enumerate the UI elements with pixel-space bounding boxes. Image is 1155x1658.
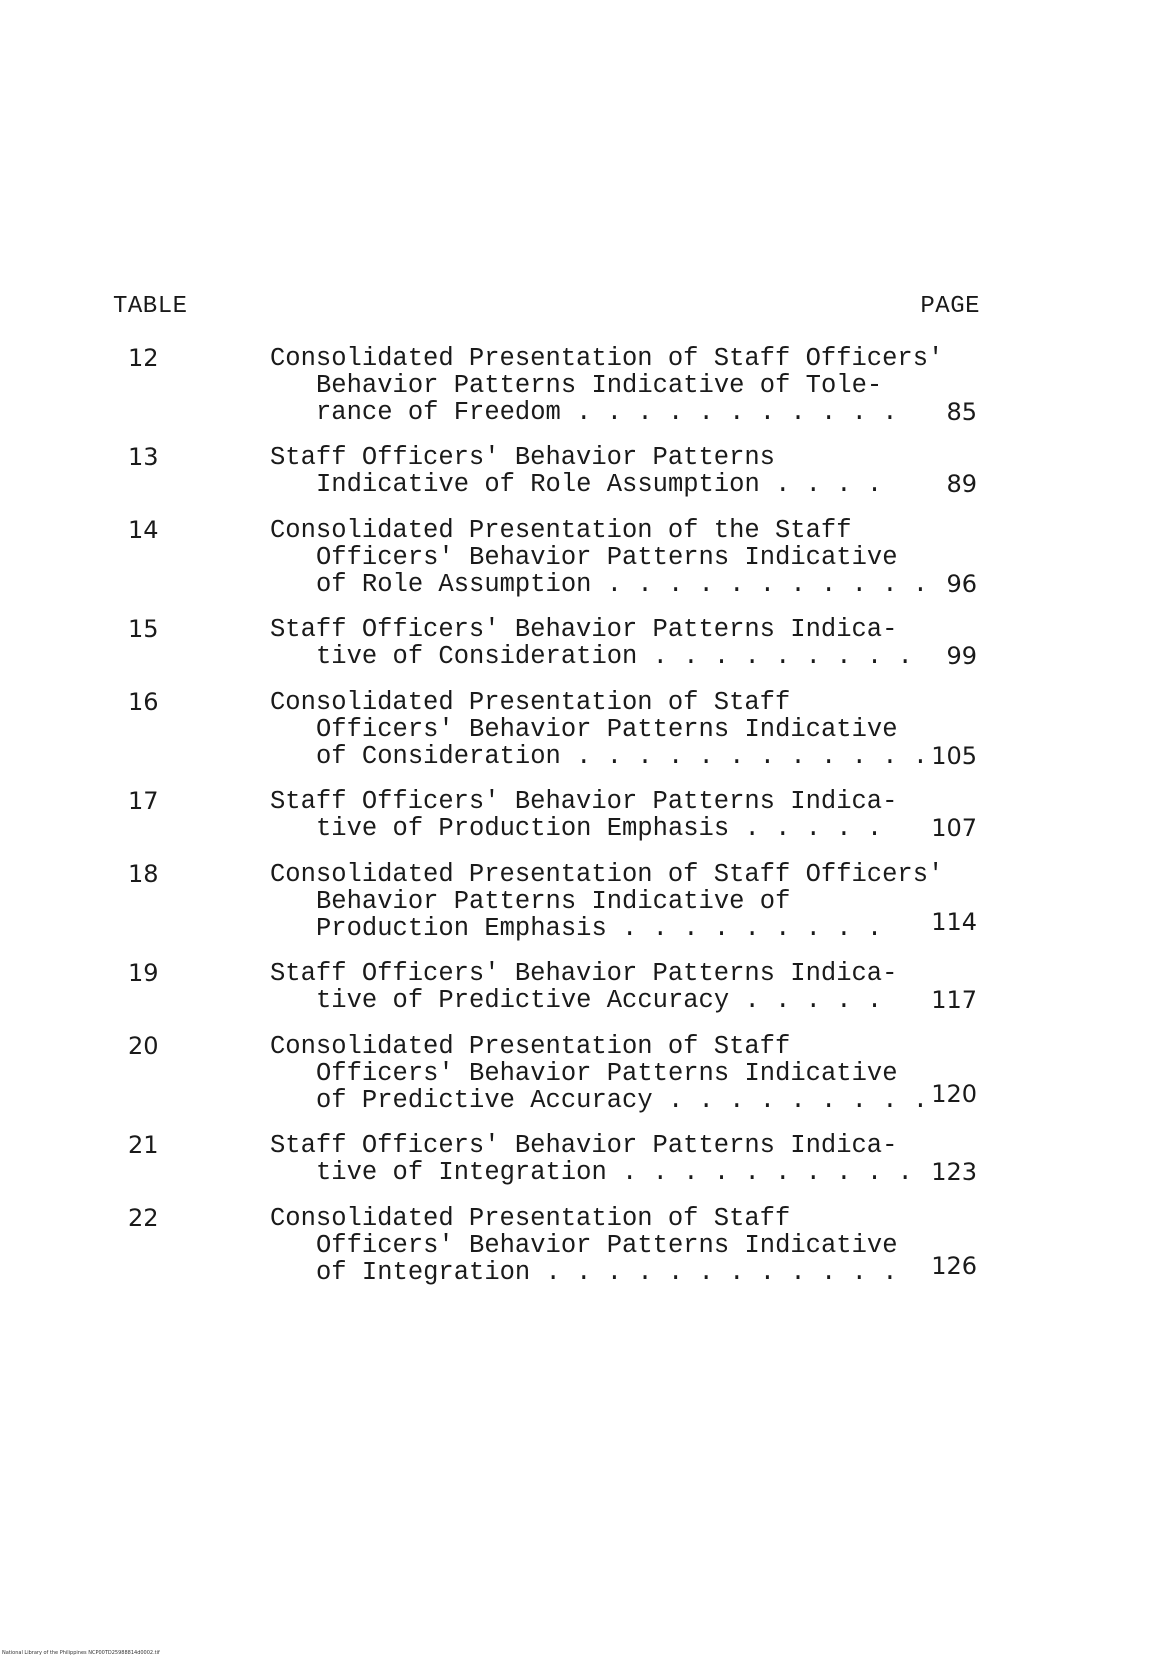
title-line: Consolidated Presentation of Staff <box>270 1032 791 1061</box>
title-line: Behavior Patterns Indicative of Tole- <box>316 371 883 400</box>
table-title <box>270 444 970 498</box>
toc-entry <box>0 1205 1155 1304</box>
table-title <box>270 616 970 670</box>
title-line: Officers' Behavior Patterns Indicative <box>316 543 898 572</box>
page-number: 96 <box>946 570 977 598</box>
table-number: 16 <box>128 688 159 716</box>
page-number: 123 <box>931 1158 977 1186</box>
page-number: 105 <box>931 742 977 770</box>
title-line: Officers' Behavior Patterns Indicative <box>316 1059 898 1088</box>
title-line: Consolidated Presentation of the Staff <box>270 516 852 545</box>
table-title <box>270 517 970 598</box>
page-column-header: PAGE <box>920 293 980 320</box>
title-line: Staff Officers' Behavior Patterns Indica- <box>270 615 898 644</box>
table-title <box>270 345 970 426</box>
title-line: Consolidated Presentation of Staff Officers' <box>270 860 944 889</box>
table-number: 14 <box>128 516 159 544</box>
toc-entry <box>0 689 1155 788</box>
title-line: of Predictive Accuracy . . . . . . . . . <box>316 1086 929 1115</box>
title-line: tive of Consideration . . . . . . . . . <box>316 642 913 671</box>
table-number: 22 <box>128 1204 159 1232</box>
title-line: Staff Officers' Behavior Patterns Indica- <box>270 959 898 988</box>
page-number: 117 <box>931 986 977 1014</box>
page-number: 107 <box>931 814 977 842</box>
page-number: 126 <box>931 1252 977 1280</box>
table-number: 13 <box>128 443 159 471</box>
toc-entry <box>0 345 1155 444</box>
toc-entry <box>0 616 1155 689</box>
table-number: 15 <box>128 615 159 643</box>
table-title <box>270 689 970 770</box>
title-line: Consolidated Presentation of Staff <box>270 688 791 717</box>
title-line: tive of Integration . . . . . . . . . . <box>316 1158 913 1187</box>
title-line: of Role Assumption . . . . . . . . . . . <box>316 570 929 599</box>
page-number: 99 <box>946 642 977 670</box>
title-line: of Integration . . . . . . . . . . . . <box>316 1258 898 1287</box>
scan-footer: National Library of the Philippines NCP00TD25988814d0002.tif <box>2 1650 160 1656</box>
table-number: 20 <box>128 1032 159 1060</box>
title-line: Officers' Behavior Patterns Indicative <box>316 1231 898 1260</box>
title-line: Indicative of Role Assumption . . . . <box>316 470 883 499</box>
table-number: 17 <box>128 787 159 815</box>
list-of-tables <box>0 345 1155 1304</box>
title-line: Staff Officers' Behavior Patterns <box>270 443 775 472</box>
toc-entry <box>0 960 1155 1033</box>
table-title <box>270 861 970 942</box>
table-title <box>270 1033 970 1114</box>
title-line: Consolidated Presentation of Staff Officers' <box>270 344 944 373</box>
table-title <box>270 1132 970 1186</box>
table-title <box>270 1205 970 1286</box>
title-line: Officers' Behavior Patterns Indicative <box>316 715 898 744</box>
title-line: rance of Freedom . . . . . . . . . . . <box>316 398 898 427</box>
table-number: 19 <box>128 959 159 987</box>
table-title <box>270 960 970 1014</box>
page-number: 89 <box>946 470 977 498</box>
title-line: Consolidated Presentation of Staff <box>270 1204 791 1233</box>
toc-entry <box>0 444 1155 517</box>
toc-entry <box>0 1132 1155 1205</box>
toc-entry <box>0 788 1155 861</box>
page-number: 120 <box>931 1080 977 1108</box>
table-number: 12 <box>128 344 159 372</box>
title-line: Production Emphasis . . . . . . . . . <box>316 914 883 943</box>
title-line: Staff Officers' Behavior Patterns Indica- <box>270 1131 898 1160</box>
toc-entry <box>0 861 1155 960</box>
page-number: 114 <box>931 908 977 936</box>
toc-entry <box>0 517 1155 616</box>
page-number: 85 <box>946 398 977 426</box>
table-column-header: TABLE <box>113 293 188 320</box>
title-line: Behavior Patterns Indicative of <box>316 887 791 916</box>
table-number: 21 <box>128 1131 159 1159</box>
title-line: Staff Officers' Behavior Patterns Indica- <box>270 787 898 816</box>
title-line: tive of Predictive Accuracy . . . . . <box>316 986 883 1015</box>
table-title <box>270 788 970 842</box>
title-line: of Consideration . . . . . . . . . . . . <box>316 742 929 771</box>
table-number: 18 <box>128 860 159 888</box>
title-line: tive of Production Emphasis . . . . . <box>316 814 883 843</box>
toc-entry <box>0 1033 1155 1132</box>
